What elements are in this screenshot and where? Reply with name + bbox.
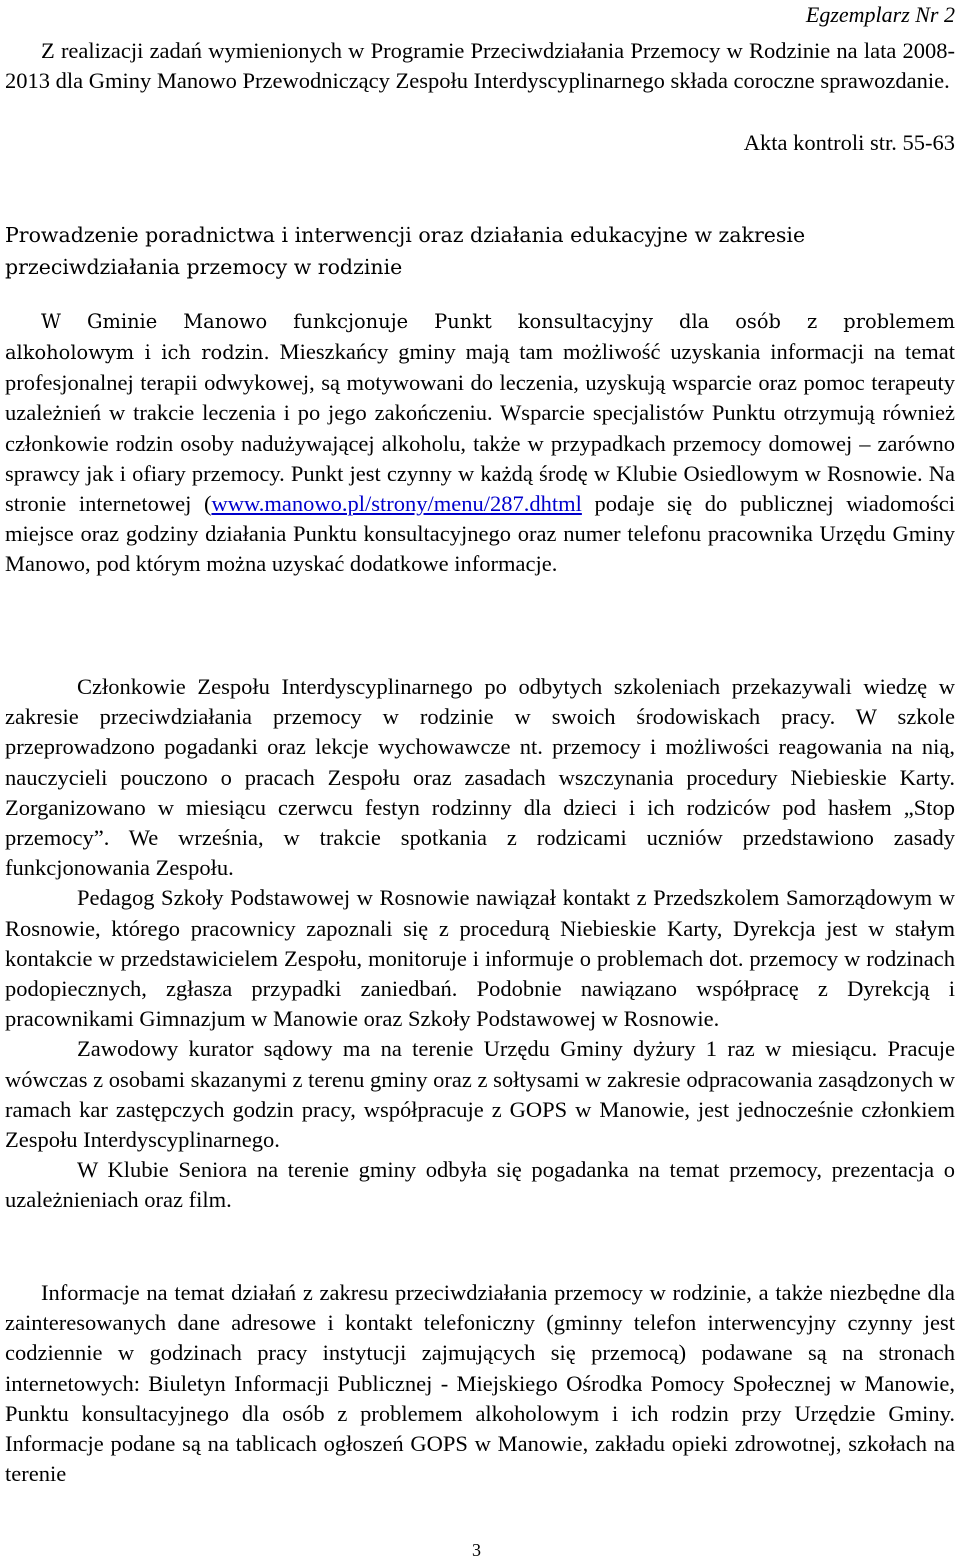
information-paragraph: Informacje na temat działań z zakresu przeciwdziałania przemocy w rodzinie, a także niezbędne dla zainteresowanych dane adresowe i kontakt telefoniczny (gminny telefon interwencyjny czynny jest codziennie w godzinach pracy instytucji zajmujących się przemocą) podawane są na stronach internetowych: Biuletyn Informacji Publicznej - Miejskiego Ośrodka Pomocy Społecznej w Manowie, Punktu konsultacyjnego dla osób z problemem alkoholowym i ich rodzin przy Urzędzie Gminy. Informacje podane są na tablicach ogłoszeń GOPS w Manowie, zakładu opieki zdrowotnej, szkołach na terenie <box>5 1280 955 1487</box>
punkt-paragraph-dv-part: alkoholowym i ich rodzin. <box>5 341 270 364</box>
acta-reference: Akta kontroli str. 55-63 <box>743 130 955 155</box>
intro-paragraph: Z realizacji zadań wymienionych w Programie Przeciwdziałania Przemocy w Rodzinie na lata 2008-2013 dla Gminy Manowo Przewodniczący Zespołu Interdyscyplinarnego składa coroczne sprawozdanie. <box>5 38 955 94</box>
page-number: 3 <box>472 1540 481 1560</box>
paragraph-kurator: Zawodowy kurator sądowy ma na terenie Urzędu Gminy dyżury 1 raz w miesiącu. Pracuje wówczas z osobami skazanymi z terenu gminy oraz z sołtysami w zakresie odpracowania zasądzonych w ramach kar zastępczych godzin pracy, współpracuje z GOPS w Manowie, jest jednocześnie członkiem Zespołu Interdyscyplinarnego. <box>5 1036 955 1153</box>
punkt-paragraph <box>5 337 955 580</box>
copy-number-mark: Egzemplarz Nr 2 <box>805 2 955 27</box>
website-link[interactable]: www.manowo.pl/strony/menu/287.dhtml <box>211 491 582 517</box>
punkt-paragraph-body: Mieszkańcy gminy mają tam możliwość uzyskania informacji na temat profesjonalnej terapii odwykowej, są motywowani do leczenia, uzyskują wsparcie oraz pomoc terapeuty uzależnień w trakcie leczenia i po jego zakończeniu. Wsparcie specjalistów Punktu otrzymują również członkowie rodzin osoby nadużywającej alkoholu, także w przypadkach przemocy domowej – zarówno sprawcy jak i ofiary przemocy. Punkt jest czynny w każdą środę w Klubie Osiedlowym w Rosnowie. Na stronie internetowej ( <box>5 339 955 517</box>
paragraph-members: Członkowie Zespołu Interdyscyplinarnego po odbytych szkoleniach przekazywali wiedzę w zakresie przeciwdziałania przemocy w rodzinie w swoich środowiskach pracy. W szkole przeprowadzono pogadanki oraz lekcje wychowawcze nt. przemocy i możliwości reagowania na nią, nauczycieli pouczono o pracach Zespołu oraz zasadach wszczynania procedury Niebieskie Karty. Zorganizowano w miesiącu czerwcu festyn rodzinny dla dzieci i ich rodziców pod hasłem „Stop przemocy”. We września, w trakcie spotkania z rodzicami uczniów przedstawiono zasady funkcjonowania Zespołu. <box>5 674 955 881</box>
paragraph-klub-seniora: W Klubie Seniora na terenie gminy odbyła się pogadanka na temat przemocy, prezentacja o uzależnieniach oraz film. <box>5 1157 955 1213</box>
punkt-paragraph-tail: podaje się do publicznej wiadomości miejsce oraz godziny działania Punktu konsultacyjnego oraz numer telefonu pracownika Urzędu Gminy Manowo, pod którym można uzyskać dodatkowe informacje. <box>5 491 955 577</box>
punkt-paragraph-lead: W Gminie Manowo funkcjonuje Punkt konsultacyjny dla osób z problemem <box>41 310 955 333</box>
paragraph-pedagog: Pedagog Szkoły Podstawowej w Rosnowie nawiązał kontakt z Przedszkolem Samorządowym w Rosnowie, którego pracownicy zapoznali się z procedurą Niebieskie Karty, Dyrekcja jest w stałym kontakcie w przedstawicielem Zespołu, monitoruje i informuje o problemach dot. przemocy w rodzinach podopiecznych, zgłasza przypadki zaniedbań. Podobnie nawiązano współpracę z Dyrekcją i pracownikami Gimnazjum w Manowie oraz Szkoły Podstawowej w Rosnowie. <box>5 885 955 1032</box>
section-heading: Prowadzenie poradnictwa i interwencji oraz działania edukacyjne w zakresie przeciwdziałania przemocy w rodzinie <box>5 223 806 279</box>
activities-block <box>5 672 955 1216</box>
